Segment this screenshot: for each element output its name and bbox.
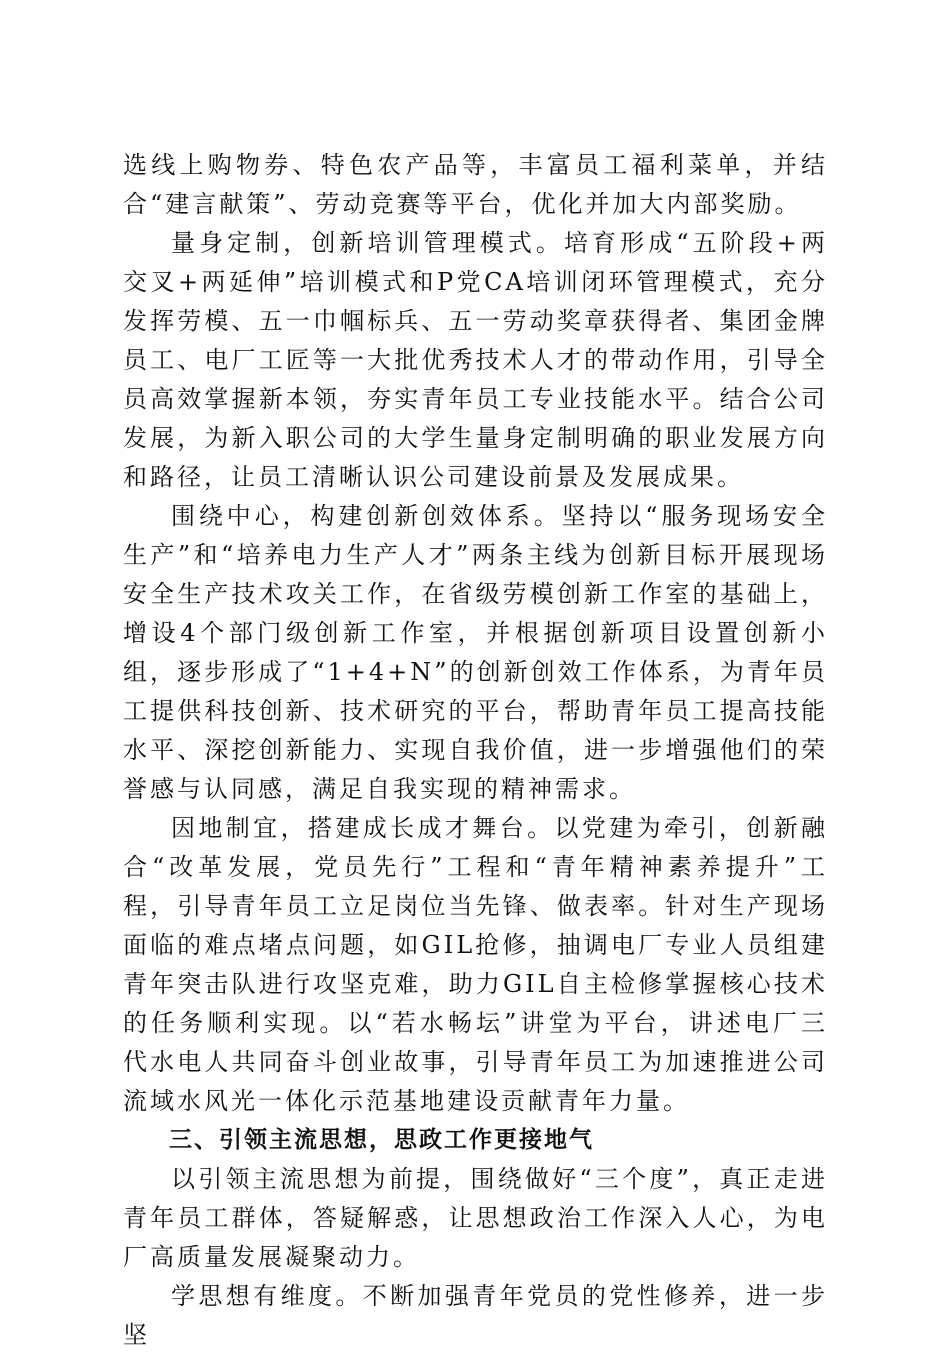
section-heading-3: 三、引领主流思想，思政工作更接地气 — [169, 1127, 594, 1153]
paragraph-mainstream-thought: 以引领主流思想为前提，围绕做好“三个度”，真正走进青年员工群体，答疑解惑，让思想政治工作深入人心，为电厂高质量发展凝聚动力。 — [123, 1165, 828, 1271]
paragraph-growth-stage: 因地制宜，搭建成长成才舞台。以党建为牵引，创新融合“改革发展，党员先行”工程和“青年精神素养提升”工程，引导青年员工立足岗位当先锋、做表率。针对生产现场面临的难点堵点问题，如GIL抢修，抽调电厂专业人员组建青年突击队进行攻坚克难，助力GIL自主检修掌握核心技术的任务顺利实现。以“若水畅坛”讲堂为平台，讲述电厂三代水电人共同奋斗创业故事，引导青年员工为加速推进公司流域水风光一体化示范基地建设贡献青年力量。 — [123, 814, 828, 1115]
document-page — [123, 146, 828, 1355]
paragraph-training-model: 量身定制，创新培训管理模式。培育形成“五阶段+两交叉+两延伸”培训模式和P党CA培训闭环管理模式，充分发挥劳模、五一巾帼标兵、五一劳动奖章获得者、集团金牌员工、电厂工匠等一大批优秀技术人才的带动作用，引导全员高效掌握新本领，夯实青年员工专业技能水平。结合公司发展，为新入职公司的大学生量身定制明确的职业发展方向和路径，让员工清晰认识公司建设前景及发展成果。 — [123, 229, 828, 491]
paragraph-welfare-continued: 选线上购物券、特色农产品等，丰富员工福利菜单，并结合“建言献策”、劳动竞赛等平台，优化并加大内部奖励。 — [123, 151, 828, 218]
paragraph-study-thought: 学思想有维度。不断加强青年党员的党性修养，进一步坚 — [123, 1282, 828, 1349]
paragraph-innovation-system: 围绕中心，构建创新创效体系。坚持以“服务现场安全生产”和“培养电力生产人才”两条主线为创新目标开展现场安全生产技术攻关工作，在省级劳模创新工作室的基础上，增设4个部门级创新工作室，并根据创新项目设置创新小组，逐步形成了“1+4+N”的创新创效工作体系，为青年员工提供科技创新、技术研究的平台，帮助青年员工提高技能水平、深挖创新能力、实现自我价值，进一步增强他们的荣誉感与认同感，满足自我实现的精神需求。 — [123, 502, 828, 803]
